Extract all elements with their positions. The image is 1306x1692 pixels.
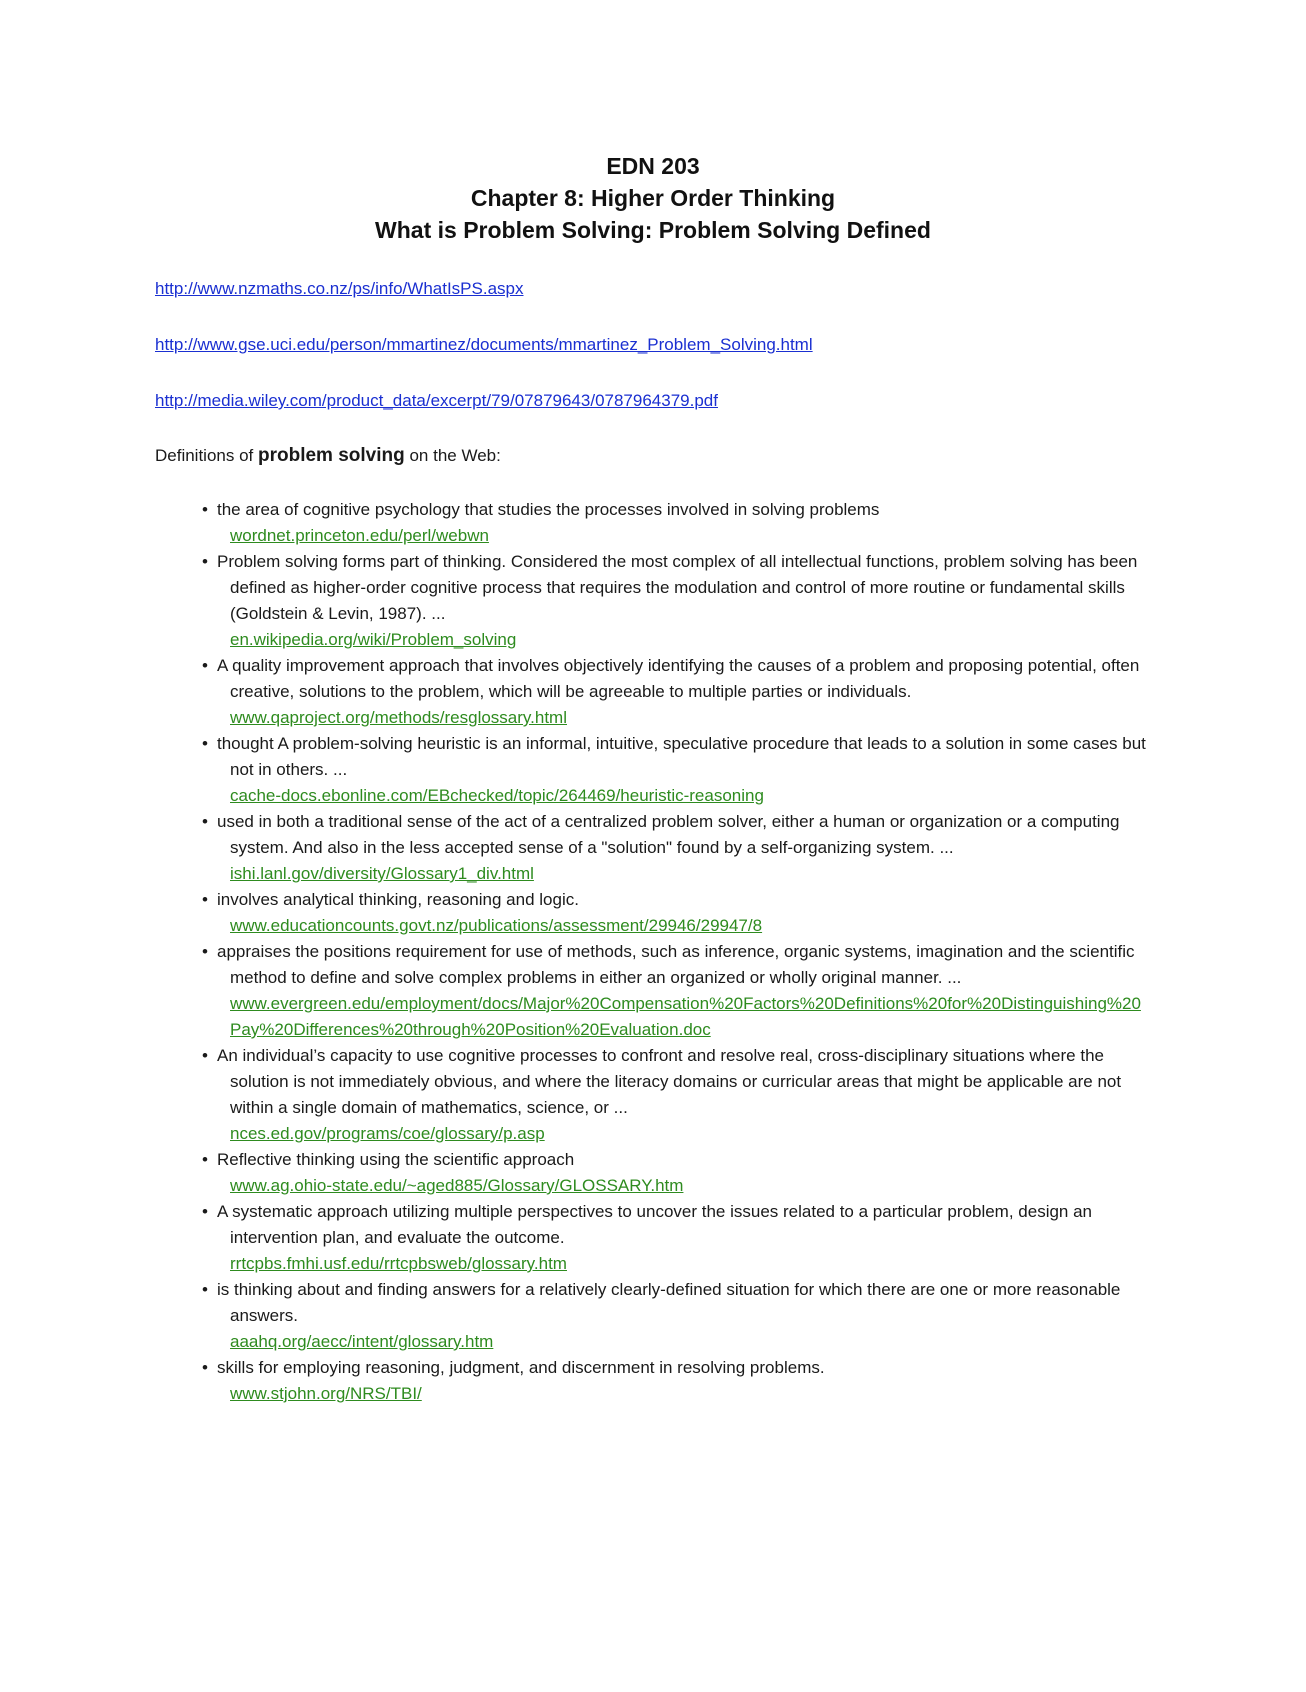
bullet-icon: • <box>202 942 208 961</box>
document-header <box>0 150 1306 246</box>
definition-text: A systematic approach utilizing multiple perspectives to uncover the issues related to a particular problem, design an intervention plan, and evaluate the outcome. <box>217 1202 1093 1247</box>
definition-item <box>202 731 1152 809</box>
definition-text: the area of cognitive psychology that studies the processes involved in solving problems <box>217 500 880 519</box>
definition-item <box>202 653 1152 731</box>
definition-text: thought A problem-solving heuristic is an informal, intuitive, speculative procedure that leads to a solution in some cases but not in others. ... <box>217 734 1146 779</box>
bullet-icon: • <box>202 734 208 753</box>
bullet-icon: • <box>202 1358 208 1377</box>
definition-source-link[interactable]: www.educationcounts.govt.nz/publications/assessment/29946/29947/8 <box>230 916 763 935</box>
definition-text: An individual’s capacity to use cognitive processes to confront and resolve real, cross-disciplinary situations where the solution is not immediately obvious, and where the literacy domains or curricular areas that might be applicable are not within a single domain of mathematics, science, or ... <box>217 1046 1122 1117</box>
definition-item <box>202 939 1152 1043</box>
definition-item <box>202 887 1152 939</box>
reference-link-uci[interactable]: http://www.gse.uci.edu/person/mmartinez/documents/mmartinez_Problem_Solving.html <box>155 335 813 354</box>
definition-source-link[interactable]: www.evergreen.edu/employment/docs/Major%20Compensation%20Factors%20Definitions%20for%20Distinguishing%20Pay%20Differences%20through%20Position%20Evaluation.doc <box>230 994 1141 1039</box>
definition-source-link[interactable]: www.ag.ohio-state.edu/~aged885/Glossary/GLOSSARY.htm <box>230 1176 684 1195</box>
reference-links <box>155 278 1155 446</box>
bullet-icon: • <box>202 656 208 675</box>
definition-text: A quality improvement approach that involves objectively identifying the causes of a problem and proposing potential, often creative, solutions to the problem, which will be agreeable to multiple parties or individuals. <box>217 656 1140 701</box>
bullet-icon: • <box>202 552 208 571</box>
definition-text: Problem solving forms part of thinking. Considered the most complex of all intellectual functions, problem solving has been defined as higher-order cognitive process that requires the modulation and control of more routine or fundamental skills (Goldstein & Levin, 1987). ... <box>217 552 1138 623</box>
definition-item <box>202 1355 1152 1407</box>
course-code: EDN 203 <box>606 153 700 179</box>
reference-link-nzmaths[interactable]: http://www.nzmaths.co.nz/ps/info/WhatIsPS.aspx <box>155 279 524 298</box>
definition-text: appraises the positions requirement for use of methods, such as inference, organic systems, imagination and the scientific method to define and solve complex problems in either an organized or wholly original manner. ... <box>217 942 1135 987</box>
definition-source-link[interactable]: www.stjohn.org/NRS/TBI/ <box>230 1384 422 1403</box>
definition-text: skills for employing reasoning, judgment, and discernment in resolving problems. <box>217 1358 825 1377</box>
bullet-icon: • <box>202 1150 208 1169</box>
bullet-icon: • <box>202 890 208 909</box>
definition-source-link[interactable]: wordnet.princeton.edu/perl/webwn <box>230 526 489 545</box>
definitions-list <box>202 497 1152 1407</box>
definition-item <box>202 1043 1152 1147</box>
bullet-icon: • <box>202 1046 208 1065</box>
bullet-icon: • <box>202 812 208 831</box>
definition-source-link[interactable]: nces.ed.gov/programs/coe/glossary/p.asp <box>230 1124 545 1143</box>
intro-before: Definitions of <box>155 446 258 465</box>
intro-term: problem solving <box>258 445 405 466</box>
definition-item <box>202 1199 1152 1277</box>
bullet-icon: • <box>202 500 208 519</box>
definition-source-link[interactable]: ishi.lanl.gov/diversity/Glossary1_div.html <box>230 864 534 883</box>
definition-item <box>202 497 1152 549</box>
definition-item <box>202 1277 1152 1355</box>
bullet-icon: • <box>202 1202 208 1221</box>
definition-item <box>202 809 1152 887</box>
definition-source-link[interactable]: cache-docs.ebonline.com/EBchecked/topic/264469/heuristic-reasoning <box>230 786 764 805</box>
definition-text: Reflective thinking using the scientific approach <box>217 1150 575 1169</box>
definition-source-link[interactable]: www.qaproject.org/methods/resglossary.html <box>230 708 567 727</box>
bullet-icon: • <box>202 1280 208 1299</box>
definition-text: involves analytical thinking, reasoning and logic. <box>217 890 579 909</box>
definition-source-link[interactable]: en.wikipedia.org/wiki/Problem_solving <box>230 630 517 649</box>
definition-source-link[interactable]: rrtcpbs.fmhi.usf.edu/rrtcpbsweb/glossary.htm <box>230 1254 567 1273</box>
definition-item <box>202 549 1152 653</box>
intro-after: on the Web: <box>404 446 501 465</box>
reference-link-wiley[interactable]: http://media.wiley.com/product_data/excerpt/79/07879643/0787964379.pdf <box>155 391 718 410</box>
page-title: What is Problem Solving: Problem Solving Defined <box>375 217 931 243</box>
definition-source-link[interactable]: aaahq.org/aecc/intent/glossary.htm <box>230 1332 494 1351</box>
chapter-title: Chapter 8: Higher Order Thinking <box>470 185 836 211</box>
definition-item <box>202 1147 1152 1199</box>
definition-text: is thinking about and finding answers for a relatively clearly-defined situation for which there are one or more reasonable answers. <box>217 1280 1121 1325</box>
definitions-intro <box>155 444 501 468</box>
definition-text: used in both a traditional sense of the act of a centralized problem solver, either a human or organization or a computing system. And also in the less accepted sense of a "solution" found by a self-organizing system. ... <box>217 812 1120 857</box>
